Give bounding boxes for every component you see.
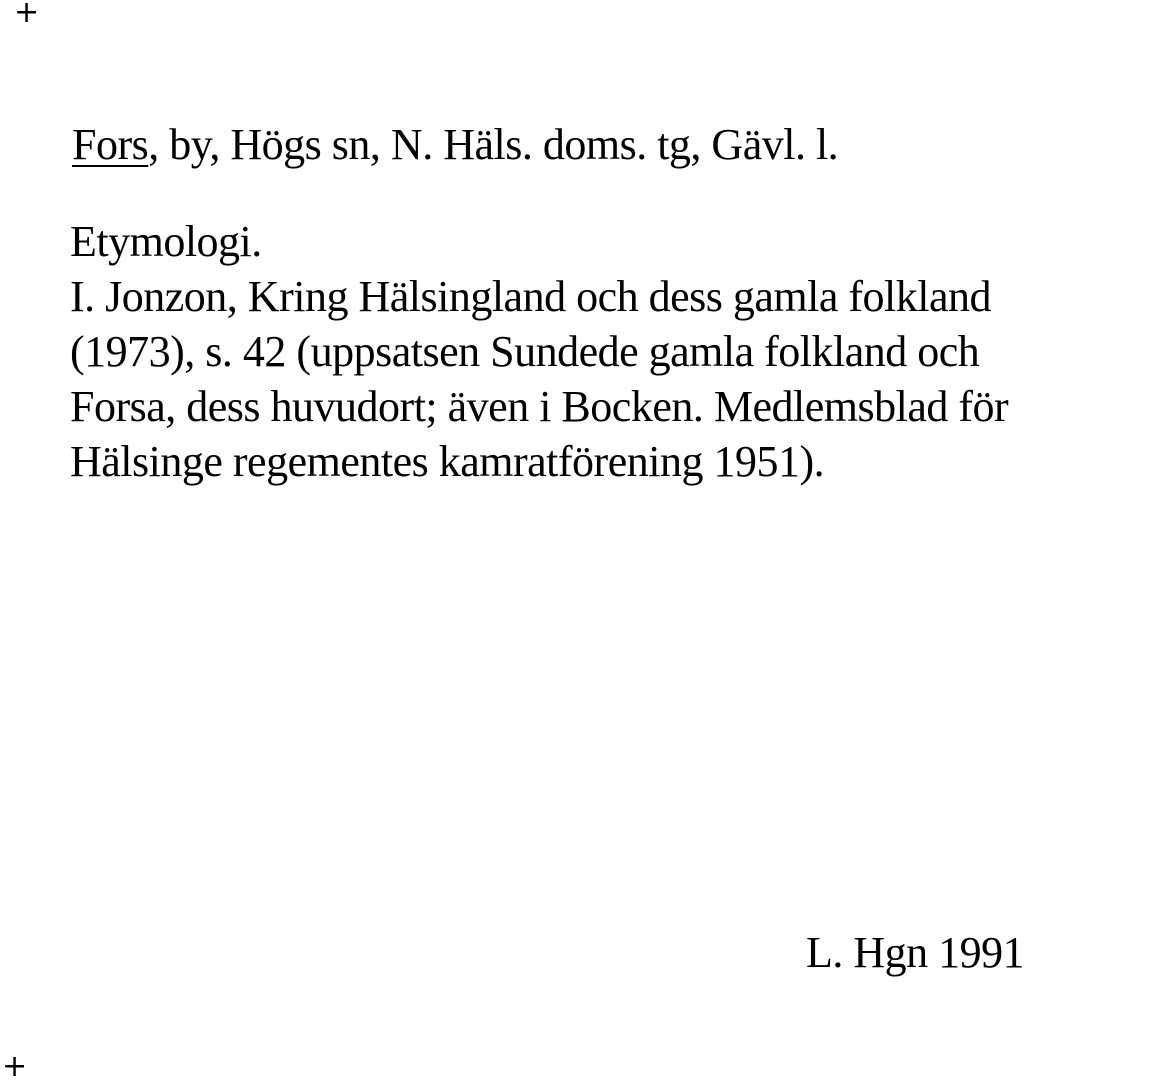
entry-name: Fors bbox=[72, 120, 149, 169]
reference-line: (1973), s. 42 (uppsatsen Sundede gamla folkland och bbox=[70, 327, 980, 376]
section-heading: Etymologi. bbox=[70, 217, 262, 266]
entry-heading bbox=[72, 118, 838, 172]
reference-line: I. Jonzon, Kring Hälsingland och dess gamla folkland bbox=[70, 272, 992, 321]
etymology-section bbox=[70, 214, 1150, 489]
entry-details: , by, Högs sn, N. Häls. doms. tg, Gävl. l. bbox=[148, 120, 839, 169]
reference-line: Forsa, dess huvudort; även i Bocken. Medlemsblad för bbox=[70, 382, 1009, 431]
crop-mark-bottom: + bbox=[2, 1049, 28, 1084]
crop-mark-top: + bbox=[14, 0, 40, 30]
reference-line: Hälsinge regementes kamratförening 1951). bbox=[70, 437, 825, 486]
author-signature: L. Hgn 1991 bbox=[806, 928, 1025, 977]
